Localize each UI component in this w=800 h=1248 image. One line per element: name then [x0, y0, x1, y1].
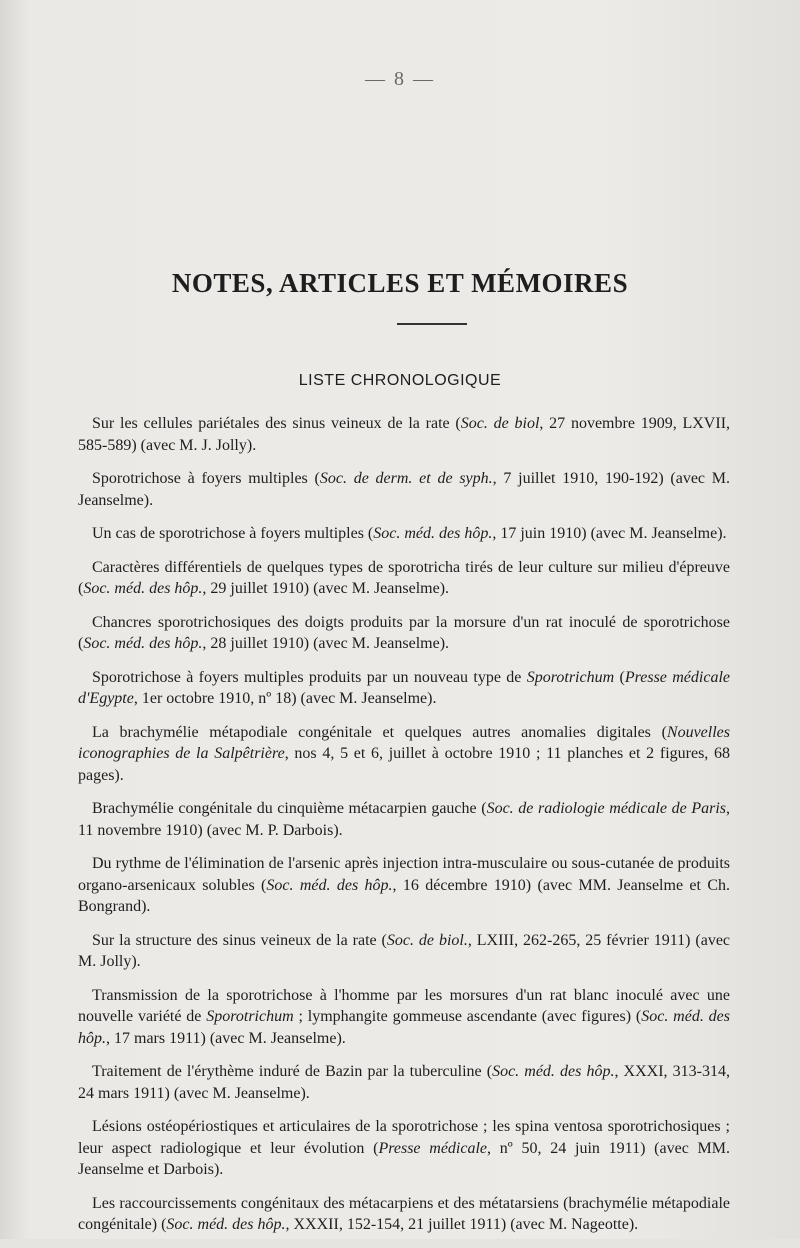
- entry-text: , XXXII, 152-154, 21 juillet 1911) (avec M. Nageotte).: [285, 1216, 639, 1233]
- entry-journal: Presse médicale: [378, 1139, 488, 1157]
- entry-text: , LXIII, 262-265, 25 février 1911) (avec M. Jolly).: [78, 931, 731, 970]
- entry-text: Sur la structure des sinus veineux de la rate (: [92, 931, 387, 949]
- entry-text: (: [614, 668, 625, 686]
- entry-journal: Presse médicale d'Egypte: [78, 668, 731, 707]
- entry-text: , 7 juillet 1910, 190-192) (avec M. Jeanselme).: [78, 470, 730, 509]
- bibliography-entry: [78, 557, 730, 600]
- page-title: NOTES, ARTICLES ET MÉMOIRES: [171, 268, 629, 298]
- entry-journal: Soc. méd. des hôp.: [492, 1063, 615, 1080]
- entry-text: Traitement de l'érythème induré de Bazin par la tuberculine (: [92, 1063, 493, 1080]
- bibliography-entry: [78, 1061, 730, 1104]
- entry-text: Transmission de la sporotrichose à l'homme par les morsures d'un rat blanc inoculé avec une nouvelle variété de: [78, 986, 730, 1025]
- bibliography-entry: [78, 1116, 730, 1181]
- entry-text: , 17 juin 1910) (avec M. Jeanselme).: [492, 525, 727, 542]
- entry-text: La brachymélie métapodiale congénitale et quelques autres anomalies digitales (: [92, 723, 667, 741]
- entry-text: , nº 50, 24 juin 1911) (avec MM. Jeanselme et Darbois).: [78, 1139, 731, 1178]
- entry-text: , 27 novembre 1909, LXVII, 585-589) (avec M. J. Jolly).: [78, 415, 731, 454]
- entry-text: Sporotrichose à foyers multiples (: [92, 470, 320, 487]
- bibliography-entry: [78, 612, 730, 655]
- bibliography-entry: [78, 413, 730, 456]
- entry-text: , nos 4, 5 et 6, juillet à octobre 1910 ; 11 planches et 2 figures, 68 pages).: [78, 745, 731, 784]
- entry-journal: Soc. de biol: [460, 415, 540, 432]
- entry-text: , 11 novembre 1910) (avec M. P. Darbois).: [78, 800, 731, 839]
- entry-text: Brachymélie congénitale du cinquième métacarpien gauche (: [92, 800, 487, 817]
- entry-text: , 28 juillet 1910) (avec M. Jeanselme).: [202, 635, 450, 652]
- entry-text: Sporotrichose à foyers multiples produits par un nouveau type de: [92, 668, 527, 686]
- bibliography-entry: [78, 853, 730, 918]
- bibliography-entry: [78, 1193, 730, 1236]
- entry-journal: Soc. méd. des hôp.: [83, 635, 203, 652]
- entry-journal: Soc. de biol.: [386, 931, 468, 949]
- entry-text: , 1er octobre 1910, nº 18) (avec M. Jeanselme).: [133, 690, 437, 707]
- bibliography-list: [78, 413, 730, 1248]
- entry-journal: Soc. de radiologie médicale de Paris: [486, 800, 727, 817]
- entry-text: Un cas de sporotrichose à foyers multiples (: [92, 525, 374, 542]
- entry-journal: Soc. de derm. et de syph.: [319, 470, 493, 487]
- entry-text: , 16 décembre 1910) (avec MM. Jeanselme et Ch. Bongrand).: [78, 876, 730, 915]
- bibliography-entry: [78, 468, 730, 511]
- bibliography-entry: [78, 985, 730, 1050]
- entry-journal: Soc. méd. des hôp.: [373, 525, 493, 542]
- entry-text: , 29 juillet 1910) (avec M. Jeanselme).: [202, 580, 450, 597]
- entry-journal: Soc. méd. des hôp.: [78, 1008, 730, 1047]
- entry-text: Du rythme de l'élimination de l'arsenic après injection intra-musculaire ou sous-cutanée de produits organo-arsenicaux solubles (: [78, 855, 730, 894]
- bibliography-entry: [78, 523, 730, 545]
- entry-journal: Soc. méd. des hôp.: [266, 876, 393, 894]
- section-subtitle: LISTE CHRONOLOGIQUE: [298, 372, 502, 389]
- entry-journal: Soc. méd. des hôp.: [166, 1216, 286, 1233]
- entry-text: Lésions ostéopériostiques et articulaires de la sporotrichose ; les spina ventosa sporotrichosiques ; leur aspect radiologique et leur évolution (: [78, 1118, 730, 1157]
- entry-text: Sur les cellules pariétales des sinus veineux de la rate (: [92, 415, 461, 432]
- bibliography-entry: [78, 798, 730, 841]
- entry-text: ; lymphangite gommeuse ascendante (avec figures) (: [293, 1008, 642, 1025]
- entry-journal: Sporotrichum: [206, 1008, 294, 1025]
- entry-text: , XXXI, 313-314, 24 mars 1911) (avec M. Jeanselme).: [78, 1063, 730, 1102]
- bibliography-entry: [78, 722, 730, 787]
- entry-journal: Soc. méd. des hôp.: [83, 580, 203, 597]
- entry-journal: Nouvelles iconographies de la Salpêtrière: [78, 723, 730, 762]
- entry-text: Les raccourcissements congénitaux des métacarpiens et des métatarsiens (brachymélie métapodiale congénitale) (: [78, 1194, 730, 1233]
- entry-text: Chancres sporotrichosiques des doigts produits par la morsure d'un rat inoculé de sporotrichose (: [78, 613, 730, 652]
- bibliography-entry: [78, 930, 730, 973]
- entry-text: , 17 mars 1911) (avec M. Jeanselme).: [106, 1029, 346, 1047]
- page-number: — 8 —: [365, 68, 435, 90]
- entry-text: Caractères différentiels de quelques types de sporotricha tirés de leur culture sur milieu d'épreuve (: [78, 558, 730, 597]
- title-divider: [397, 323, 467, 325]
- entry-journal: Sporotrichum: [526, 668, 615, 686]
- bibliography-entry: [78, 667, 730, 710]
